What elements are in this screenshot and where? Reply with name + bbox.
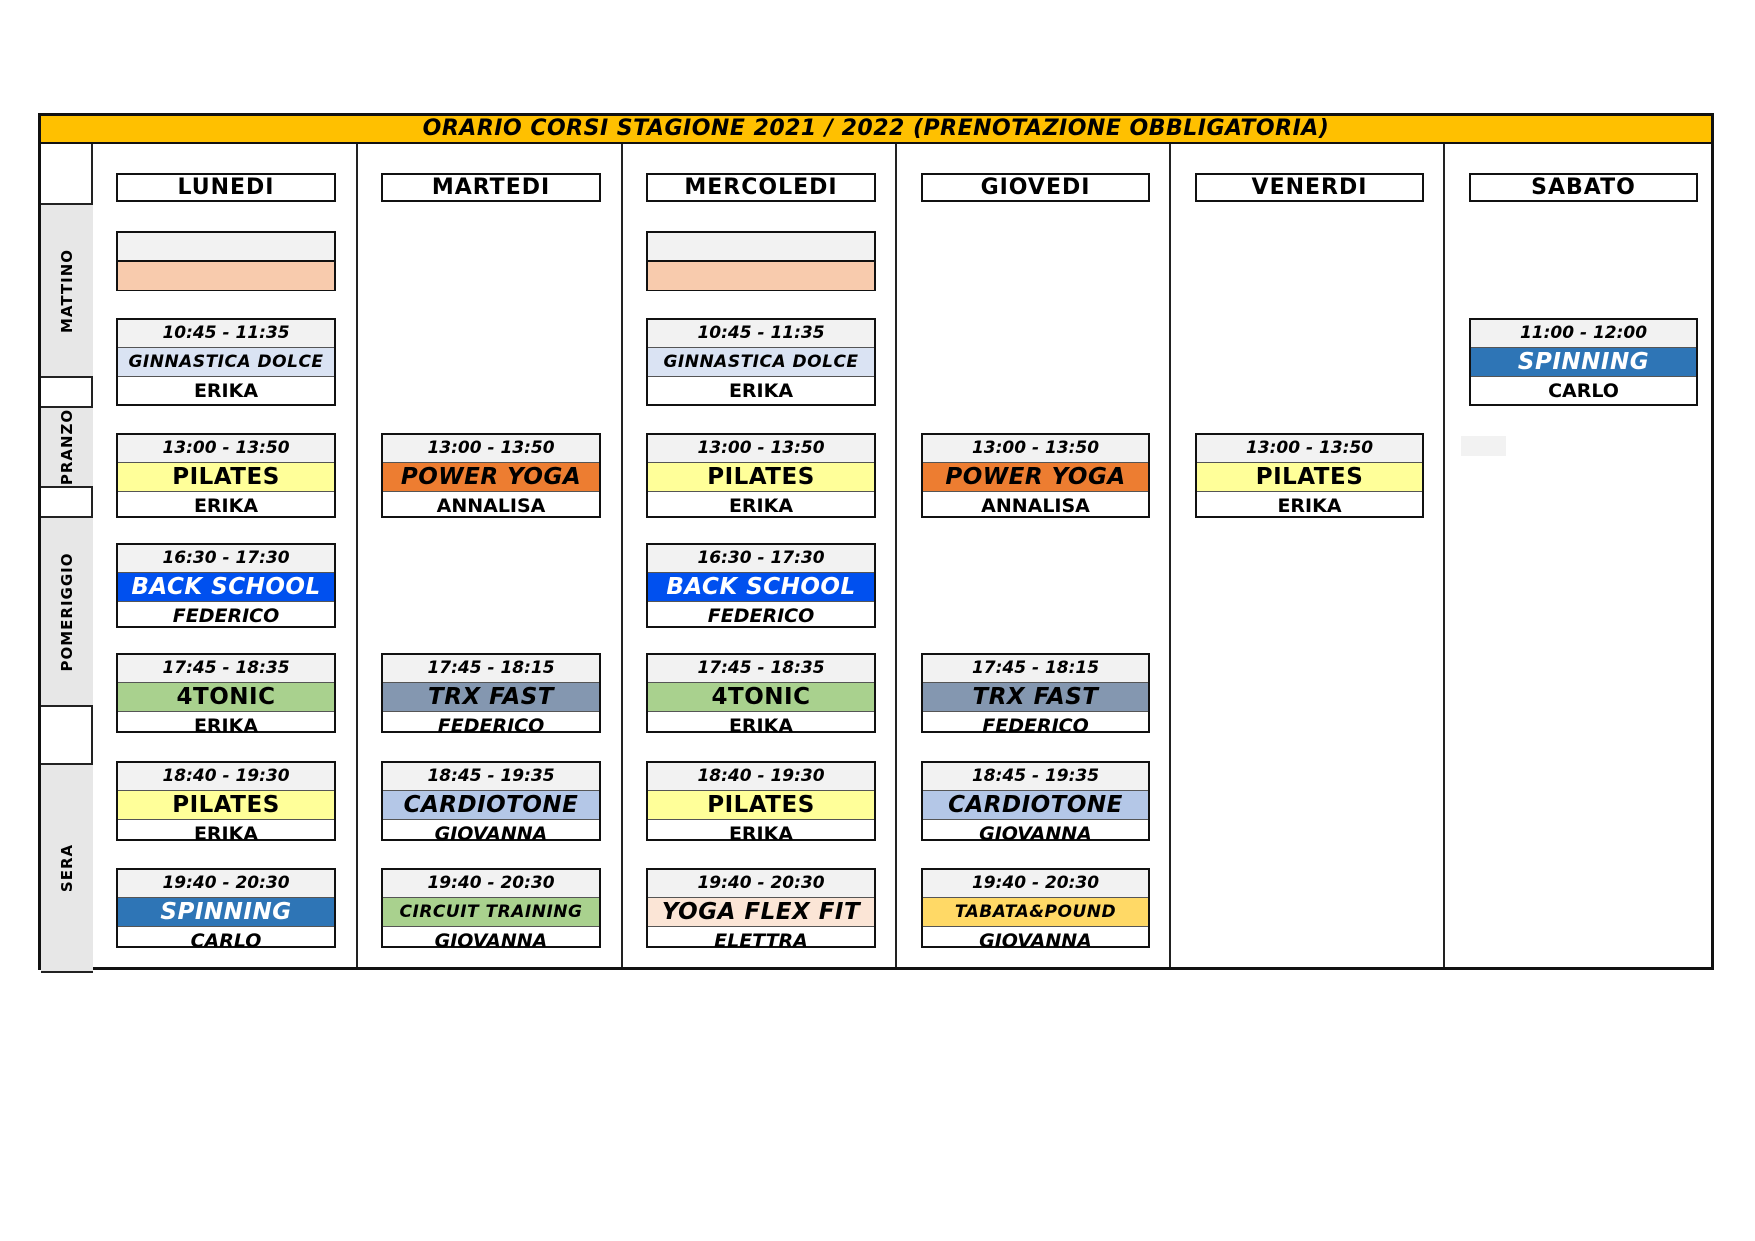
column-divider: [621, 144, 623, 967]
course-slot: [646, 653, 876, 737]
slot-teacher: GIOVANNA: [434, 930, 548, 952]
slot-course: TRX FAST: [383, 683, 599, 712]
course-slot: [381, 653, 601, 737]
empty-slot: [646, 231, 876, 291]
slot-time: 19:40 - 20:30: [383, 870, 599, 898]
column-divider: [1443, 144, 1445, 967]
slot-time: 19:40 - 20:30: [118, 870, 334, 898]
slot-teacher: CARLO: [190, 930, 262, 952]
slot-course: BACK SCHOOL: [118, 573, 334, 602]
slot-teacher: FEDERICO: [172, 605, 280, 627]
course-slot: [116, 653, 336, 737]
slot-course: TRX FAST: [923, 683, 1148, 712]
slot-course: CIRCUIT TRAINING: [383, 898, 599, 927]
slot-course: TABATA&POUND: [923, 898, 1148, 927]
slot-course: GINNASTICA DOLCE: [118, 348, 334, 377]
day-header-giovedi: GIOVEDI: [921, 173, 1150, 202]
slot-time: 19:40 - 20:30: [648, 870, 874, 898]
slot-time: 11:00 - 12:00: [1471, 320, 1696, 348]
period-sera: SERA: [41, 763, 93, 973]
period-pomeriggio: POMERIGGIO: [41, 516, 93, 707]
slot-course: 4TONIC: [118, 683, 334, 712]
column-divider: [1169, 144, 1171, 967]
course-slot: [646, 868, 876, 952]
slot-teacher: GIOVANNA: [434, 823, 548, 845]
day-header-lunedi: LUNEDI: [116, 173, 336, 202]
slot-teacher: ERIKA: [728, 380, 794, 402]
course-slot: [921, 868, 1150, 952]
slot-time: 16:30 - 17:30: [648, 545, 874, 573]
course-slot: [116, 761, 336, 845]
slot-teacher: FEDERICO: [707, 605, 815, 627]
day-header-mercoledi: MERCOLEDI: [646, 173, 876, 202]
slot-time: 16:30 - 17:30: [118, 545, 334, 573]
slot-course: PILATES: [648, 791, 874, 820]
slot-time: 13:00 - 13:50: [383, 435, 599, 463]
day-header-venerdi: VENERDI: [1195, 173, 1424, 202]
slot-course: PILATES: [1197, 463, 1422, 492]
course-slot: [646, 543, 876, 628]
slot-time: 18:40 - 19:30: [118, 763, 334, 791]
slot-course: PILATES: [118, 791, 334, 820]
slot-course: PILATES: [648, 463, 874, 492]
slot-course: YOGA FLEX FIT: [648, 898, 874, 927]
slot-time: 18:45 - 19:35: [923, 763, 1148, 791]
slot-teacher: ERIKA: [728, 715, 794, 737]
slot-teacher: FEDERICO: [982, 715, 1089, 737]
course-slot: [116, 433, 336, 518]
slot-time: 13:00 - 13:50: [923, 435, 1148, 463]
slot-course: PILATES: [118, 463, 334, 492]
slot-time: 17:45 - 18:15: [923, 655, 1148, 683]
slot-teacher: CARLO: [1548, 380, 1619, 402]
course-slot: [116, 318, 336, 406]
slot-teacher: ERIKA: [1277, 495, 1342, 517]
slot-course: GINNASTICA DOLCE: [648, 348, 874, 377]
period-mattino: MATTINO: [41, 203, 93, 378]
slot-course: 4TONIC: [648, 683, 874, 712]
period-pranzo: PRANZO: [41, 406, 93, 488]
schedule-frame: [38, 113, 1714, 970]
slot-teacher: GIOVANNA: [979, 930, 1092, 952]
slot-time: 17:45 - 18:35: [118, 655, 334, 683]
slot-teacher: ERIKA: [193, 380, 259, 402]
course-slot: [1195, 433, 1424, 518]
slot-course: POWER YOGA: [383, 463, 599, 492]
day-header-sabato: SABATO: [1469, 173, 1698, 202]
course-slot: [921, 653, 1150, 737]
slot-course: CARDIOTONE: [923, 791, 1148, 820]
slot-time: 17:45 - 18:15: [383, 655, 599, 683]
empty-slot: [116, 231, 336, 291]
schedule-title: ORARIO CORSI STAGIONE 2021 / 2022 (PRENOTAZIONE OBBLIGATORIA): [41, 116, 1711, 144]
course-slot: [116, 868, 336, 952]
slot-teacher: ERIKA: [193, 715, 259, 737]
course-slot: [646, 433, 876, 518]
slot-time: 13:00 - 13:50: [118, 435, 334, 463]
slot-teacher: ERIKA: [193, 495, 259, 517]
faint-cell: [1461, 436, 1506, 456]
slot-time: 18:45 - 19:35: [383, 763, 599, 791]
slot-course: SPINNING: [118, 898, 334, 927]
slot-course: BACK SCHOOL: [648, 573, 874, 602]
slot-course: CARDIOTONE: [383, 791, 599, 820]
day-header-martedi: MARTEDI: [381, 173, 601, 202]
slot-teacher: FEDERICO: [437, 715, 545, 737]
course-slot: [646, 318, 876, 406]
slot-teacher: ELETTRA: [714, 930, 808, 952]
slot-time: 13:00 - 13:50: [648, 435, 874, 463]
course-slot: [1469, 318, 1698, 406]
slot-course: SPINNING: [1471, 348, 1696, 377]
slot-teacher: ANNALISA: [981, 495, 1090, 517]
slot-time: 18:40 - 19:30: [648, 763, 874, 791]
slot-time: 19:40 - 20:30: [923, 870, 1148, 898]
course-slot: [921, 761, 1150, 845]
course-slot: [381, 761, 601, 845]
course-slot: [921, 433, 1150, 518]
slot-time: 10:45 - 11:35: [648, 320, 874, 348]
slot-teacher: ERIKA: [728, 823, 794, 845]
slot-time: 17:45 - 18:35: [648, 655, 874, 683]
slot-teacher: ANNALISA: [436, 495, 546, 517]
slot-teacher: ERIKA: [728, 495, 794, 517]
slot-time: 10:45 - 11:35: [118, 320, 334, 348]
course-slot: [116, 543, 336, 628]
course-slot: [381, 868, 601, 952]
slot-time: 13:00 - 13:50: [1197, 435, 1422, 463]
course-slot: [381, 433, 601, 518]
slot-course: POWER YOGA: [923, 463, 1148, 492]
column-divider: [895, 144, 897, 967]
column-divider: [356, 144, 358, 967]
course-slot: [646, 761, 876, 845]
slot-teacher: GIOVANNA: [979, 823, 1092, 845]
slot-teacher: ERIKA: [193, 823, 259, 845]
